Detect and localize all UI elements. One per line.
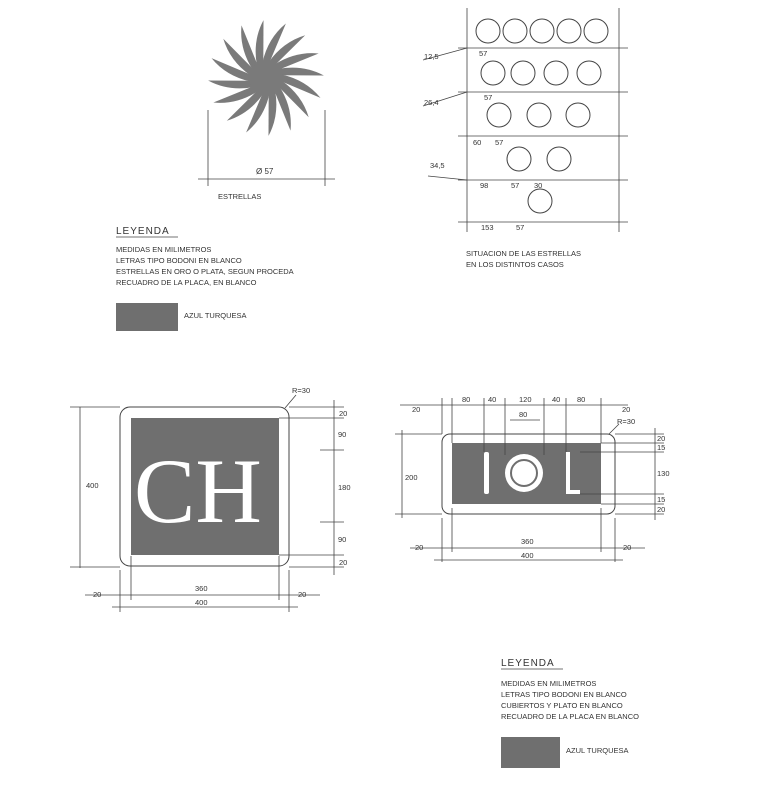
- legend-bottom: [501, 658, 639, 768]
- top-dim: 120: [519, 395, 532, 404]
- inner-width-label: 360: [195, 584, 208, 593]
- star-slot: [487, 103, 511, 127]
- margin-right-label: 20: [298, 590, 307, 599]
- star-slot: [577, 61, 601, 85]
- star-icon: [208, 20, 324, 136]
- legend-title: LEYENDA: [501, 658, 555, 669]
- plate-diameter-label: 80: [519, 410, 528, 419]
- star-ray: [256, 20, 264, 65]
- top-dim: 40: [488, 395, 497, 404]
- star-ray: [269, 91, 277, 136]
- right-dim: 15: [657, 495, 666, 504]
- stars-caption: ESTRELLAS: [218, 192, 262, 201]
- height-label: 200: [405, 473, 418, 482]
- row-spacing-c: 30: [534, 181, 543, 190]
- top-dim: 20: [622, 405, 631, 414]
- right-dim: 15: [657, 443, 666, 452]
- star-slot: [530, 19, 554, 43]
- star-slot: [566, 103, 590, 127]
- inner-width-label: 360: [521, 537, 534, 546]
- star-slot: [507, 147, 531, 171]
- turquoise-swatch: [501, 737, 560, 768]
- right-dim: 20: [657, 505, 666, 514]
- right-dim: 20: [657, 434, 666, 443]
- star-ray: [279, 68, 324, 76]
- knife-icon: [484, 452, 489, 494]
- legend-line: MEDIDAS EN MILIMETROS: [116, 245, 212, 254]
- star-drawing: [198, 20, 335, 201]
- row-spacing-b: 57: [511, 181, 520, 190]
- outer-width-label: 400: [521, 551, 534, 560]
- right-dim: 20: [339, 409, 348, 418]
- star-slot: [528, 189, 552, 213]
- plate-letters: CH: [134, 440, 262, 542]
- legend-line: CUBIERTOS Y PLATO EN BLANCO: [501, 701, 623, 710]
- legend-line: RECUADRO DE LA PLACA, EN BLANCO: [116, 278, 257, 287]
- plate-radius: R=30: [617, 417, 636, 426]
- star-slot: [584, 19, 608, 43]
- legend-line: ESTRELLAS EN ORO O PLATA, SEGUN PROCEDA: [116, 267, 294, 276]
- legend-line: LETRAS TIPO BODONI EN BLANCO: [501, 690, 627, 699]
- row-spacing-b: 57: [516, 223, 525, 232]
- plate-ch-drawing: [70, 386, 351, 612]
- right-dim: 90: [338, 535, 347, 544]
- margin-left-label: 20: [415, 543, 424, 552]
- top-dim: 80: [462, 395, 471, 404]
- positions-caption-line1: SITUACION DE LAS ESTRELLAS: [466, 249, 582, 258]
- right-dim: 130: [657, 469, 670, 478]
- plate-cutlery-drawing: [395, 395, 670, 562]
- position-row-4: [428, 147, 628, 190]
- position-row-5: [458, 189, 628, 232]
- radius-leader: [609, 424, 619, 434]
- star-slot: [503, 19, 527, 43]
- legend-line: RECUADRO DE LA PLACA EN BLANCO: [501, 712, 639, 721]
- top-dim: 80: [577, 395, 586, 404]
- star-slot: [544, 61, 568, 85]
- height-label: 400: [86, 481, 99, 490]
- right-dim: 90: [338, 430, 347, 439]
- star-slot: [481, 61, 505, 85]
- right-dim: 180: [338, 483, 351, 492]
- row-spacing-b: 57: [495, 138, 504, 147]
- star-positions-diagram: [423, 8, 628, 269]
- margin-right-label: 20: [623, 543, 632, 552]
- star-slot: [557, 19, 581, 43]
- turquoise-swatch: [116, 303, 178, 331]
- margin-left-label: 20: [93, 590, 102, 599]
- swatch-label: AZUL TURQUESA: [566, 746, 629, 755]
- star-diameter-label: Ø 57: [256, 167, 274, 176]
- star-ray: [208, 81, 253, 89]
- legend-line: LETRAS TIPO BODONI EN BLANCO: [116, 256, 242, 265]
- plate-radius: R=30: [292, 386, 311, 395]
- row-spacing-a: 98: [480, 181, 489, 190]
- right-dim: 20: [339, 558, 348, 567]
- star-slot: [527, 103, 551, 127]
- top-dim: 20: [412, 405, 421, 414]
- legend-top: [116, 226, 294, 331]
- row-left-offset: 34,5: [430, 161, 445, 170]
- star-slot: [511, 61, 535, 85]
- row-leader: [428, 176, 467, 180]
- outer-width-label: 400: [195, 598, 208, 607]
- positions-caption-line2: EN LOS DISTINTOS CASOS: [466, 260, 564, 269]
- star-slot: [476, 19, 500, 43]
- position-row-3: [458, 103, 628, 147]
- legend-line: MEDIDAS EN MILIMETROS: [501, 679, 597, 688]
- row-spacing-a: 60: [473, 138, 482, 147]
- top-dim: 40: [552, 395, 561, 404]
- star-slot: [547, 147, 571, 171]
- position-row-2: [423, 61, 628, 107]
- radius-leader: [285, 395, 296, 408]
- swatch-label: AZUL TURQUESA: [184, 311, 247, 320]
- row-spacing-a: 153: [481, 223, 494, 232]
- row-spacing: 57: [484, 93, 493, 102]
- row-left-offset: 26,4: [424, 98, 439, 107]
- row-left-offset: 12,5: [424, 52, 439, 61]
- star-center: [249, 61, 283, 95]
- position-row-1: [423, 19, 628, 61]
- row-spacing: 57: [479, 49, 488, 58]
- legend-title: LEYENDA: [116, 226, 170, 237]
